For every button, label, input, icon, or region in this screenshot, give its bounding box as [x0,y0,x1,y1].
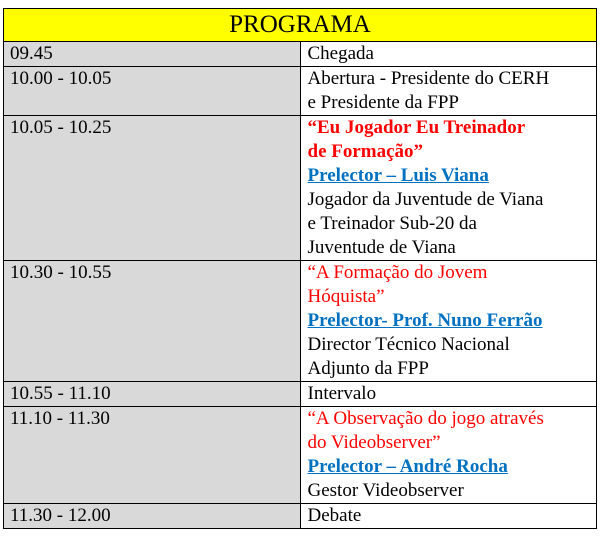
speaker-link[interactable]: Prelector – Luis Viana [307,165,489,186]
session-title-line: “Eu Jogador Eu Treinador [307,117,526,138]
description-cell [300,504,597,529]
description-line: Jogador da Juventude de Viana [307,189,544,210]
table-row [4,116,597,261]
time-cell: 11.30 - 12.00 [4,504,301,529]
table-row [4,67,597,116]
description-cell [300,261,597,382]
description-line: Juventude de Viana [307,237,456,258]
description-line: Director Técnico Nacional [307,334,510,355]
program-title: PROGRAMA [4,9,597,42]
table-row [4,261,597,382]
table-row [4,42,597,67]
description-line: Abertura - Presidente do CERH [307,68,550,89]
session-title-line: Hóquista” [307,286,385,307]
description-line: Gestor Videobserver [307,480,464,501]
speaker-link[interactable]: Prelector – André Rocha [307,456,508,477]
description-line: Chegada [307,43,374,64]
time-cell: 11.10 - 11.30 [4,407,301,504]
session-title-line: do Videobserver” [307,432,441,453]
description-cell [300,42,597,67]
table-row [4,382,597,407]
program-table [3,8,597,529]
time-cell: 10.05 - 10.25 [4,116,301,261]
description-line: Adjunto da FPP [307,358,429,379]
description-cell [300,116,597,261]
description-cell [300,407,597,504]
session-title-line: “A Observação do jogo através [307,408,544,429]
session-title-line: “A Formação do Jovem [307,262,488,283]
session-title-line: de Formação” [307,141,424,162]
time-cell: 10.00 - 10.05 [4,67,301,116]
description-line: Debate [307,505,362,526]
description-line: e Presidente da FPP [307,92,459,113]
description-cell [300,67,597,116]
speaker-link[interactable]: Prelector- Prof. Nuno Ferrão [307,310,543,331]
table-row [4,504,597,529]
table-row [4,407,597,504]
time-cell: 10.30 - 10.55 [4,261,301,382]
table-header-row [4,9,597,42]
time-cell: 09.45 [4,42,301,67]
description-cell [300,382,597,407]
description-line: e Treinador Sub-20 da [307,213,477,234]
time-cell: 10.55 - 11.10 [4,382,301,407]
description-line: Intervalo [307,383,377,404]
program-document [3,8,597,529]
